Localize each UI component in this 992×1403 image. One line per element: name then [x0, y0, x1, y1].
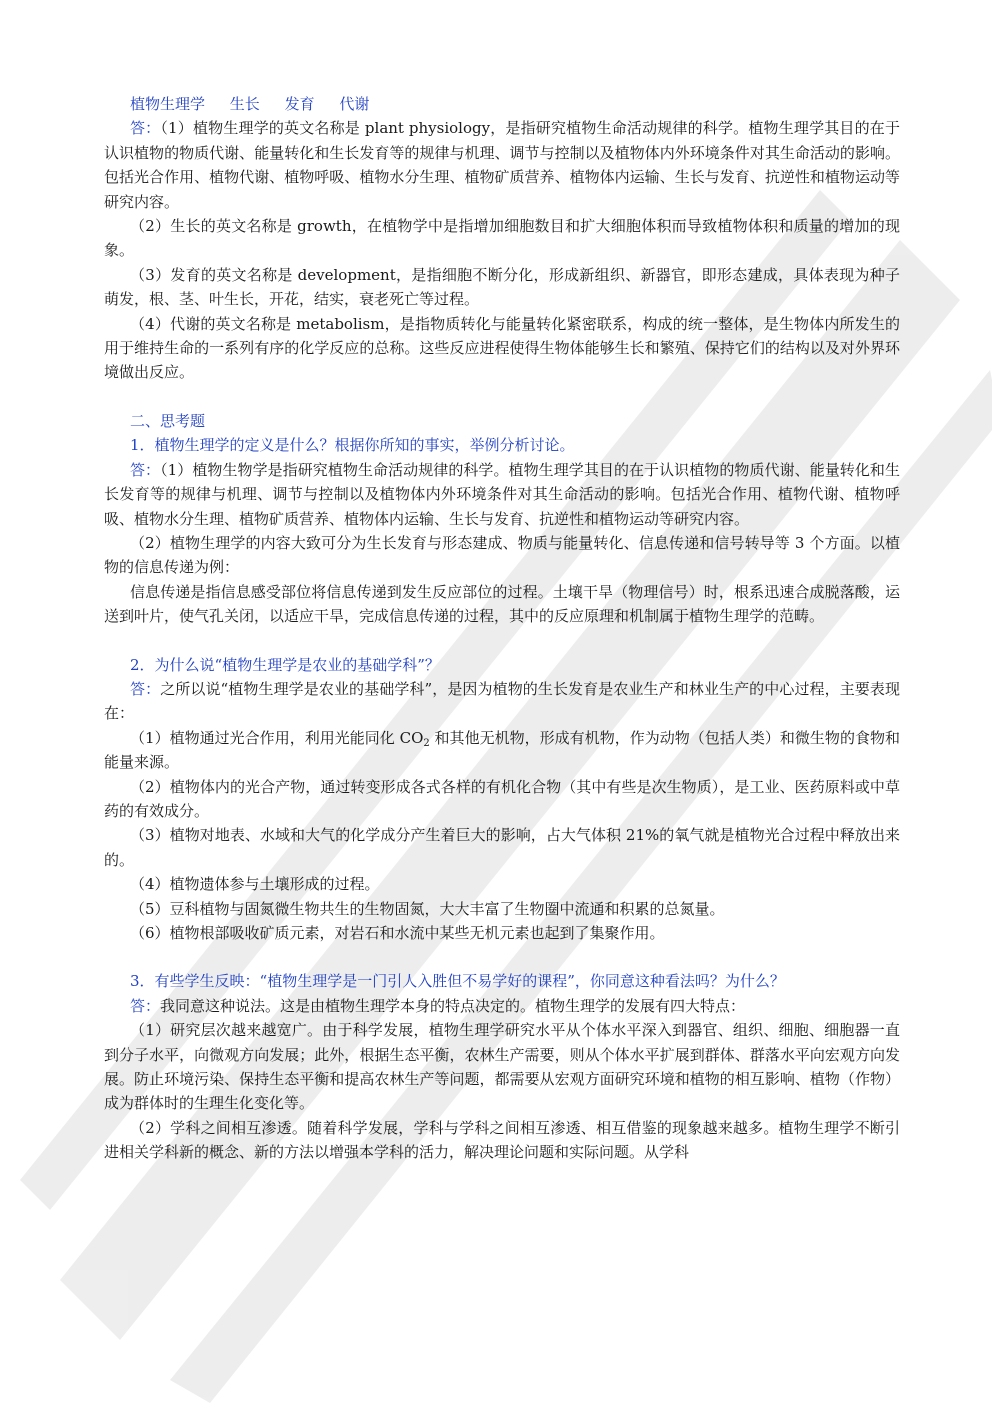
term-development: 发育	[284, 95, 315, 113]
topic-terms	[104, 92, 900, 116]
q2-answer-p2: （2）植物体内的光合产物，通过转变形成各式各样的有机化合物（其中有些是次生物质），是工业、医药原料或中草药的有效成分。	[104, 777, 900, 820]
q1-answer-p3: 信息传递是指信息感受部位将信息传递到发生反应部位的过程。土壤干旱（物理信号）时，根系迅速合成脱落酸，运送到叶片，使气孔关闭，以适应干旱，完成信息传递的过程，其中的反应原理和机制属于植物生理学的范畴。	[104, 582, 900, 626]
answer-label: 答：	[130, 460, 161, 479]
intro-answer-p4: （4）代谢的英文名称是 metabolism，是指物质转化与能量转化紧密联系，构成的统一整体，是生物体内所发生的用于维持生命的一系列有序的化学反应的总称。这些反应进程使得生物体能够生长和繁殖、保持它们的结构以及对外界环境做出反应。	[104, 314, 900, 382]
document-page	[104, 92, 900, 1165]
q2-answer-p5: （5）豆科植物与固氮微生物共生的生物固氮，大大丰富了生物圈中流通和积累的总氮量。	[130, 899, 725, 918]
intro-answer-p3: （3）发育的英文名称是 development，是指细胞不断分化，形成新组织、新器官，即形态建成，具体表现为种子萌发，根、茎、叶生长，开花，结实，衰老死亡等过程。	[104, 265, 900, 309]
q2-answer-intro: 答：之所以说“植物生理学是农业的基础学科”，是因为植物的生长发育是农业生产和林业生产的中心过程，主要表现在：	[104, 679, 900, 723]
q3-question: 3．有些学生反映：“植物生理学是一门引人入胜但不易学好的课程”，你同意这种看法吗？为什么？	[130, 972, 785, 991]
q3-answer-intro: 答：我同意这种说法。这是由植物生理学本身的特点决定的。植物生理学的发展有四大特点：	[130, 996, 746, 1015]
q2-answer-p1: （1）植物通过光合作用，利用光能同化 $CO_2$ 和其他无机物，形成有机物，作为动物（包括人类）和微生物的食物和能量来源。	[104, 728, 900, 772]
term-plant-physiology: 植物生理学	[130, 95, 206, 113]
answer-label: 答：	[130, 679, 161, 698]
intro-answer-p2: （2）生长的英文名称是 growth，在植物学中是指增加细胞数目和扩大细胞体积而导致植物体积和质量的增加的现象。	[104, 217, 900, 260]
intro-answer-p1: 答：（1）植物生理学的英文名称是 plant physiology，是指研究植物生命活动规律的科学。植物生理学其目的在于认识植物的物质代谢、能量转化和生长发育等的规律与机理、调节与控制以及植物体内外环境条件对其生命活动的影响。包括光合作用、植物代谢、植物呼吸、植物水分生理、植物矿质营养、植物体内运输、生长与发育、抗逆性和植物运动等研究内容。	[104, 119, 900, 211]
answer-label: 答：	[130, 119, 161, 138]
q1-answer-p2: （2）植物生理学的内容大致可分为生长发育与形态建成、物质与能量转化、信息传递和信号转导等 3 个方面。以植物的信息传递为例：	[104, 533, 900, 577]
q2-answer-p3: （3）植物对地表、水域和大气的化学成分产生着巨大的影响，占大气体积 21%的氧气就是植物光合过程中释放出来的。	[104, 826, 900, 869]
q3-answer-p2: （2）学科之间相互渗透。随着科学发展，学科与学科之间相互渗透、相互借鉴的现象越来越多。植物生理学不断引进相关学科新的概念、新的方法以增强本学科的活力，解决理论问题和实际问题。从学科	[104, 1118, 900, 1162]
term-metabolism: 代谢	[339, 95, 370, 113]
term-growth: 生长	[229, 95, 260, 113]
q2-answer-p4: （4）植物遗体参与土壤形成的过程。	[130, 875, 380, 894]
answer-label: 答：	[130, 996, 161, 1015]
q3-answer-p1: （1）研究层次越来越宽广。由于科学发展，植物生理学研究水平从个体水平深入到器官、组织、细胞、细胞器一直到分子水平，向微观方向发展；此外，根据生态平衡，农林生产需要，则从个体水平扩展到群体、群落水平向宏观方向发展。防止环境污染、保持生态平衡和提高农林生产等问题，都需要从宏观方面研究环境和植物的相互影响、植物（作物）成为群体时的生理生化变化等。	[104, 1021, 900, 1113]
q2-answer-p6: （6）植物根部吸收矿质元素，对岩石和水流中某些无机元素也起到了集聚作用。	[130, 924, 665, 942]
q2-question: 2．为什么说“植物生理学是农业的基础学科”？	[130, 655, 440, 674]
section-title: 二、思考题	[130, 411, 206, 430]
q1-answer-p1: 答：（1）植物生物学是指研究植物生命活动规律的科学。植物生理学其目的在于认识植物的物质代谢、能量转化和生长发育等的规律与机理、调节与控制以及植物体内外环境条件对其生命活动的影响。包括光合作用、植物代谢、植物呼吸、植物水分生理、植物矿质营养、植物体内运输、生长与发育、抗逆性和植物运动等研究内容。	[104, 460, 900, 528]
q1-question: 1．植物生理学的定义是什么？根据你所知的事实，举例分析讨论。	[130, 436, 575, 455]
